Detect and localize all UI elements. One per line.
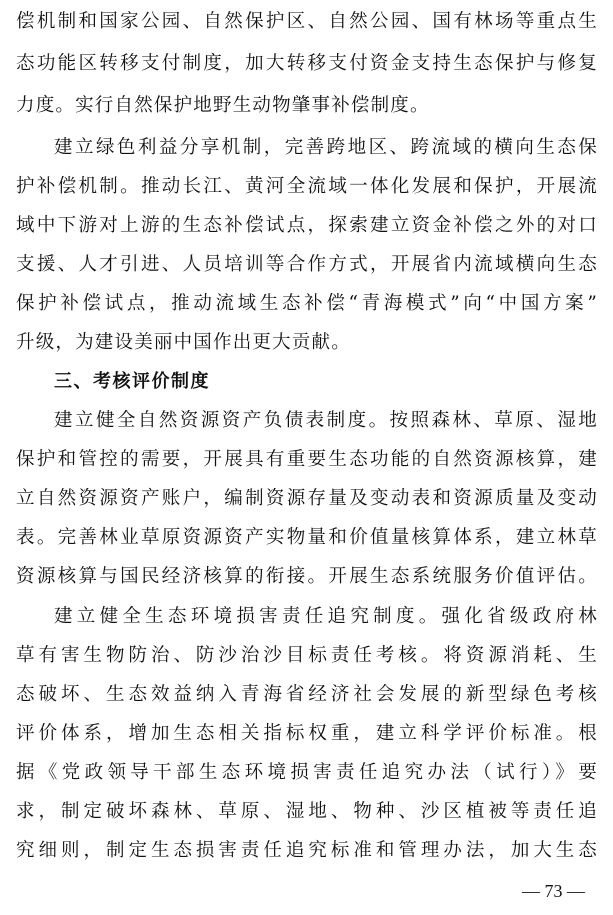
page-number: — 73 —: [522, 881, 585, 901]
text-line: 护补偿机制。推动长江、黄河全流域一体化发展和保护，开展流: [16, 176, 598, 197]
text-line: 偿机制和国家公园、自然保护区、自然公园、国有林场等重点生: [16, 11, 598, 32]
paragraph-first-line: 建立健全自然资源资产负债表制度。按照森林、草原、湿地: [54, 410, 598, 431]
text-line: 资源核算与国民经济核算的衔接。开展生态系统服务价值评估。: [16, 566, 598, 587]
text-line: 支援、人才引进、人员培训等合作方式，开展省内流域横向生态: [16, 254, 598, 275]
text-line: 表。完善林业草原资源资产实物量和价值量核算体系，建立林草: [16, 527, 598, 548]
text-line: 据《党政领导干部生态环境损害责任追究办法（试行）》要: [16, 762, 598, 783]
text-line: 保护补偿试点，推动流域生态补偿“青海模式”向“中国方案”: [16, 293, 598, 314]
text-line: 评价体系，增加生态相关指标权重，建立科学评价标准。根: [16, 723, 598, 744]
text-line: 力度。实行自然保护地野生动物肇事补偿制度。: [16, 95, 430, 116]
paragraph-first-line: 建立绿色利益分享机制，完善跨地区、跨流域的横向生态保: [54, 137, 598, 158]
paragraph-first-line: 建立健全生态环境损害责任追究制度。强化省级政府林: [54, 606, 598, 627]
text-line: 态破坏、生态效益纳入青海省经济社会发展的新型绿色考核: [16, 684, 598, 705]
text-line: 求，制定破坏森林、草原、湿地、物种、沙区植被等责任追: [16, 801, 598, 822]
text-line: 保护和管控的需要，开展具有重要生态功能的自然资源核算，建: [16, 449, 598, 470]
text-line: 草有害生物防治、防沙治沙目标责任考核。将资源消耗、生: [16, 645, 598, 666]
text-line: 域中下游对上游的生态补偿试点，探索建立资金补偿之外的对口: [16, 215, 598, 236]
section-heading: 三、考核评价制度: [54, 371, 210, 392]
text-line: 升级，为建设美丽中国作出更大贡献。: [16, 332, 351, 353]
text-line: 态功能区转移支付制度，加大转移支付资金支持生态保护与修复: [16, 53, 598, 74]
text-line: 立自然资源资产账户，编制资源存量及变动表和资源质量及变动: [16, 488, 598, 509]
text-line: 究细则，制定生态损害责任追究标准和管理办法，加大生态: [16, 840, 598, 861]
